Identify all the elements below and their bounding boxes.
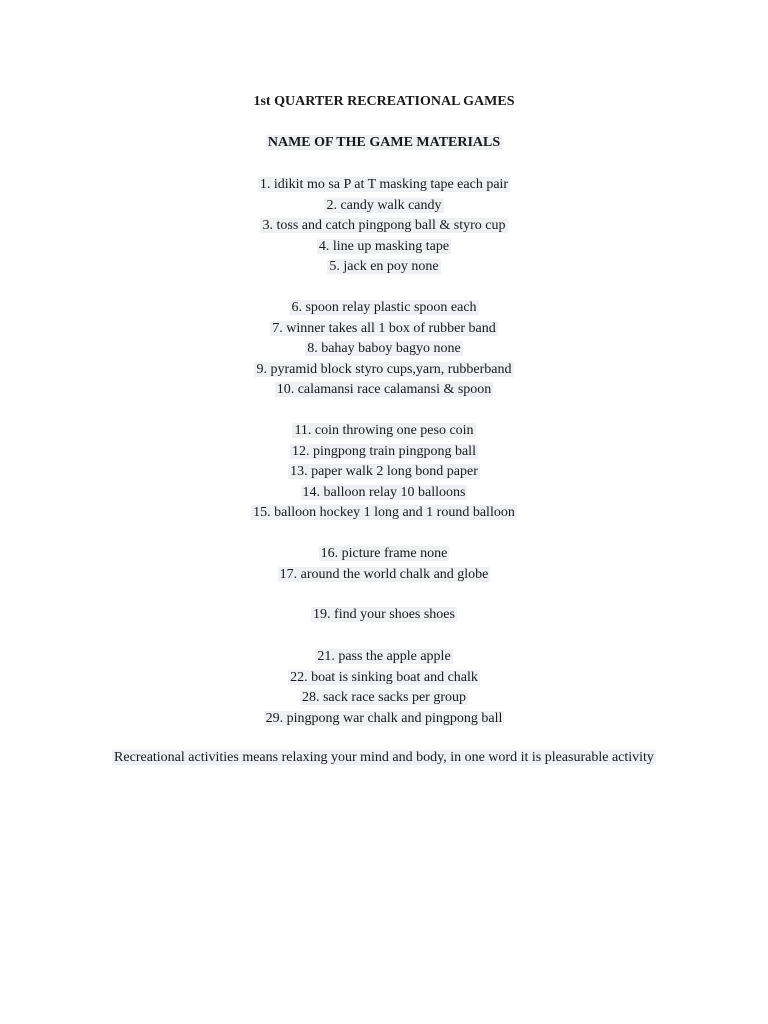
document-title xyxy=(0,93,768,111)
list-item-text: 15. balloon hockey 1 long and 1 round balloon xyxy=(253,505,515,520)
list-item xyxy=(0,709,768,730)
list-item-text: 12. pingpong train pingpong ball xyxy=(292,443,476,459)
footer-note-text: Recreational activities means relaxing your mind and body, in one word it is pleasurable activity xyxy=(114,750,654,765)
list-item xyxy=(0,483,768,504)
list-item xyxy=(0,442,768,463)
list-item-text: 1. idikit mo sa P at T masking tape each pair xyxy=(259,177,509,192)
list-item-text: 21. pass the apple apple xyxy=(317,649,451,664)
game-list-group-3 xyxy=(0,421,768,524)
list-item-text: 5. jack en poy none xyxy=(329,259,439,274)
column-header-text: NAME OF THE GAME MATERIALS xyxy=(267,135,501,150)
list-item xyxy=(0,257,768,278)
list-item-text: 10. calamansi race calamansi & spoon xyxy=(276,382,492,397)
game-list-group-6 xyxy=(0,647,768,729)
footer-note xyxy=(0,749,768,767)
list-item-text: 14. balloon relay 10 balloons xyxy=(302,484,466,500)
game-list-group-2 xyxy=(0,298,768,401)
list-item xyxy=(0,605,768,626)
game-list-group-4 xyxy=(0,544,768,585)
list-item xyxy=(0,196,768,217)
list-item xyxy=(0,668,768,689)
list-item xyxy=(0,339,768,360)
list-item-text: 22. boat is sinking boat and chalk xyxy=(290,669,478,685)
list-item xyxy=(0,503,768,524)
list-item-text: 13. paper walk 2 long bond paper xyxy=(290,464,478,479)
list-item xyxy=(0,688,768,709)
list-item xyxy=(0,462,768,483)
list-item xyxy=(0,237,768,258)
document-title-text: 1st QUARTER RECREATIONAL GAMES xyxy=(253,94,515,109)
list-item xyxy=(0,380,768,401)
list-item xyxy=(0,216,768,237)
list-item-text: 9. pyramid block styro cups,yarn, rubberband xyxy=(256,361,512,377)
column-header xyxy=(0,134,768,152)
list-item-text: 11. coin throwing one peso coin xyxy=(294,423,474,438)
list-item xyxy=(0,647,768,668)
game-list-group-5 xyxy=(0,605,768,626)
list-item-text: 2. candy walk candy xyxy=(326,197,442,213)
list-item-text: 8. bahay baboy bagyo none xyxy=(307,341,461,356)
list-item-text: 4. line up masking tape xyxy=(318,238,450,254)
list-item-text: 17. around the world chalk and globe xyxy=(279,566,489,582)
list-item xyxy=(0,298,768,319)
list-item-text: 16. picture frame none xyxy=(320,546,448,561)
list-item-text: 3. toss and catch pingpong ball & styro cup xyxy=(262,218,506,233)
list-item xyxy=(0,565,768,586)
list-item xyxy=(0,175,768,196)
list-item xyxy=(0,319,768,340)
game-list-group-1 xyxy=(0,175,768,278)
list-item xyxy=(0,421,768,442)
list-item-text: 29. pingpong war chalk and pingpong ball xyxy=(265,710,503,726)
list-item xyxy=(0,544,768,565)
list-item-text: 19. find your shoes shoes xyxy=(313,607,455,622)
list-item-text: 28. sack race sacks per group xyxy=(301,690,467,705)
list-item-text: 7. winner takes all 1 box of rubber band xyxy=(272,320,496,336)
list-item xyxy=(0,360,768,381)
list-item-text: 6. spoon relay plastic spoon each xyxy=(291,300,477,315)
